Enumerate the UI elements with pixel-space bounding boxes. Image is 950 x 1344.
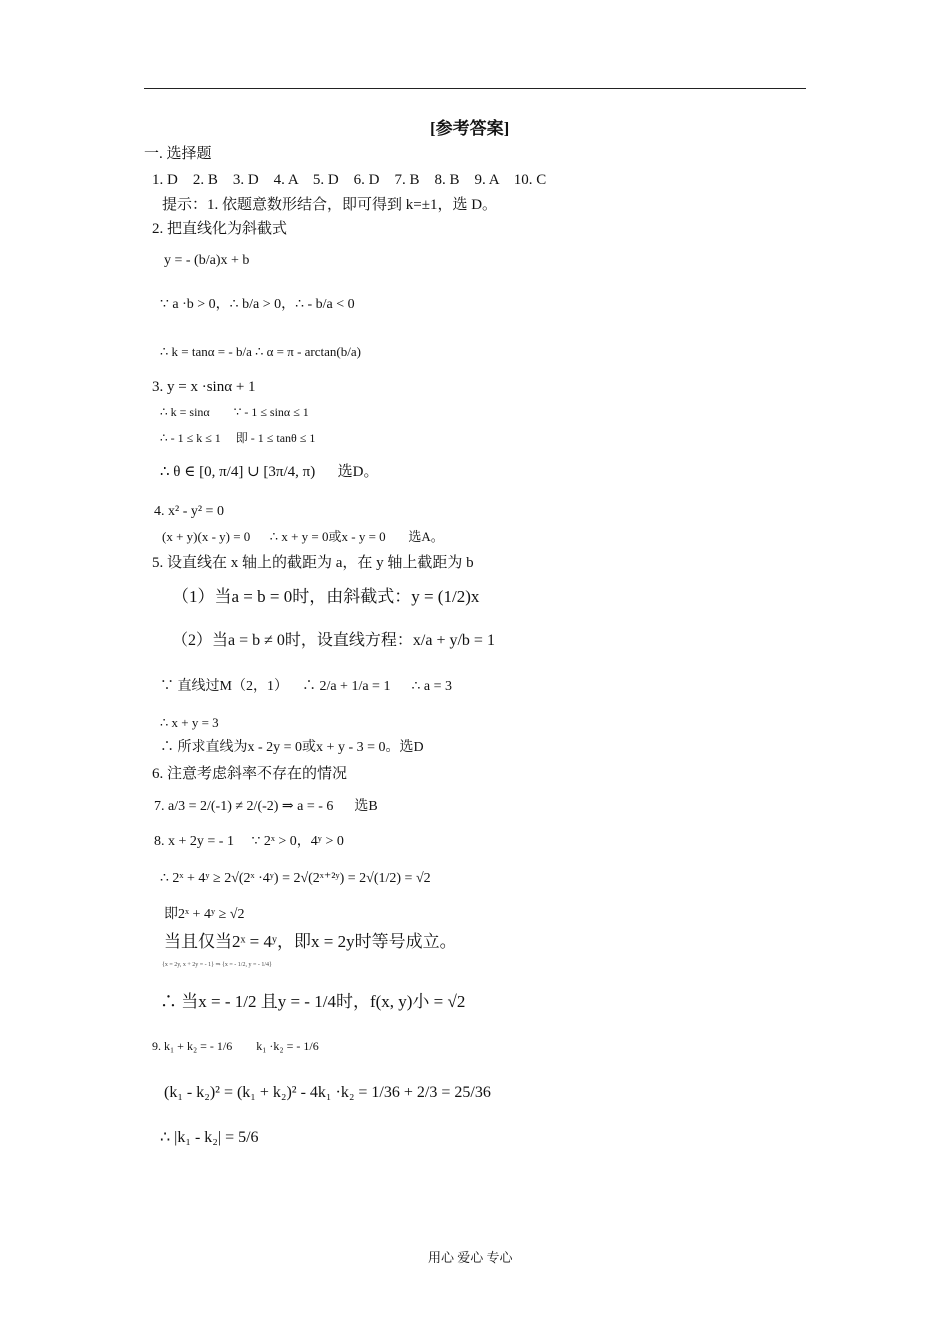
- q2-heading: 2. 把直线化为斜截式: [152, 221, 288, 237]
- q8-line-3: 即2ˣ + 4ʸ ≥ √2: [164, 907, 245, 922]
- q5-line-1: （1）当a = b = 0时，由斜截式：y = (1/2)x: [172, 587, 480, 606]
- q9-line-3: ∴ |k₁ - k₂| = 5/6: [160, 1129, 259, 1146]
- q5-heading: 5. 设直线在 x 轴上的截距为 a，在 y 轴上截距为 b: [152, 555, 474, 571]
- q3-line-3: ∴ - 1 ≤ k ≤ 1 即 - 1 ≤ tanθ ≤ 1: [160, 431, 316, 445]
- q7-line: 7. a/3 = 2/(-1) ≠ 2/(-2) ⇒ a = - 6 选B: [154, 799, 378, 814]
- section-heading: 一. 选择题: [144, 146, 212, 162]
- q6-line: 6. 注意考虑斜率不存在的情况: [152, 766, 348, 782]
- q4-line-1: 4. x² - y² = 0: [154, 504, 224, 519]
- q2-line-2: ∵ a ·b > 0，∴ b/a > 0，∴ - b/a < 0: [160, 297, 355, 312]
- q8-line-4: 当且仅当2ˣ = 4ʸ，即x = 2y时等号成立。: [164, 932, 457, 951]
- q5-line-2: （2）当a = b ≠ 0时，设直线方程：x/a + y/b = 1: [172, 632, 495, 649]
- q9-line-1: 9. k₁ + k₂ = - 1/6 k₁ ·k₂ = - 1/6: [152, 1039, 319, 1053]
- q4-line-2: (x + y)(x - y) = 0 ∴ x + y = 0或x - y = 0 选A。: [162, 529, 444, 544]
- q8-line-5: {x = 2y, x + 2y = - 1} ⇒ {x = - 1/2, y = - 1/4}: [162, 962, 272, 968]
- q5-line-5: ∴ 所求直线为x - 2y = 0或x + y - 3 = 0。选D: [160, 740, 424, 755]
- hint-1: 提示：1. 依题意数形结合，即可得到 k=±1，选 D。: [162, 197, 498, 213]
- q3-line-1: 3. y = x ·sinα + 1: [152, 379, 256, 395]
- q8-line-2: ∴ 2ˣ + 4ʸ ≥ 2√(2ˣ ·4ʸ) = 2√(2ˣ⁺²ʸ) = 2√(1/2) = √2: [160, 871, 431, 886]
- q5-line-4: ∴ x + y = 3: [160, 715, 219, 730]
- header-rule: [144, 88, 806, 89]
- answer-key: 1. D 2. B 3. D 4. A 5. D 6. D 7. B 8. B 9. A 10. C: [152, 172, 547, 188]
- q8-line-1: 8. x + 2y = - 1 ∵ 2ˣ > 0，4ʸ > 0: [154, 834, 344, 849]
- q5-line-3: ∵ 直线过M（2，1） ∴ 2/a + 1/a = 1 ∴ a = 3: [160, 679, 452, 694]
- page-footer: 用心 爱心 专心: [428, 1250, 513, 1265]
- q3-line-4: ∴ θ ∈ [0, π/4] ∪ [3π/4, π) 选D。: [160, 464, 379, 480]
- q3-line-2: ∴ k = sinα ∵ - 1 ≤ sinα ≤ 1: [160, 405, 309, 419]
- q9-line-2: (k₁ - k₂)² = (k₁ + k₂)² - 4k₁ ·k₂ = 1/36 + 2/3 = 25/36: [164, 1084, 491, 1101]
- q2-line-1: y = - (b/a)x + b: [164, 253, 250, 268]
- page-title: [参考答案]: [430, 119, 510, 138]
- q8-line-6: ∴ 当x = - 1/2 且y = - 1/4时，f(x, y)小 = √2: [160, 992, 466, 1011]
- q2-line-3: ∴ k = tanα = - b/a ∴ α = π - arctan(b/a): [160, 344, 361, 359]
